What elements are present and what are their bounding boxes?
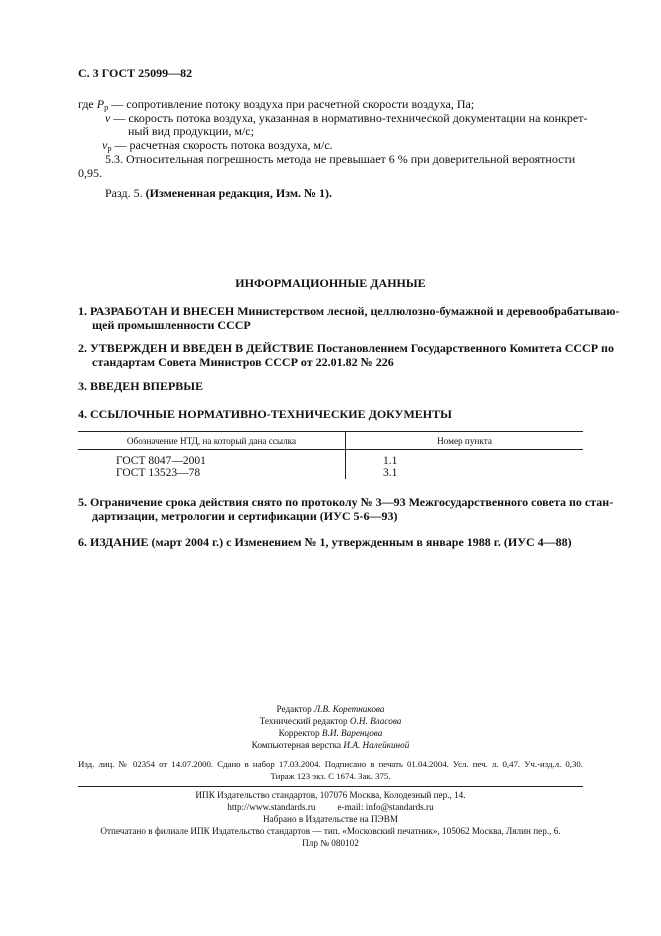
section-5-3-line2: 0,95. (78, 166, 102, 180)
amendment-note (105, 186, 332, 201)
note-pressure-text: — сопротивление потоку воздуха при расчетной скорости воздуха, Па; (108, 97, 475, 111)
publisher-address: ИПК Издательство стандартов, 107076 Москва, Колодезный пер., 14. (195, 790, 466, 800)
note-pressure (78, 97, 474, 112)
publisher-web-link[interactable]: http://www.standards.ru (227, 802, 316, 812)
note-design-velocity-text: — расчетная скорость потока воздуха, м/с. (111, 138, 333, 152)
table-row-1-doc: ГОСТ 8047—2001 (116, 455, 206, 467)
symbol-p: P (96, 97, 105, 111)
info-item-5-line2: дартизации, метрологии и сертификации (ИУС 5-6—93) (92, 509, 398, 523)
table-row-2-clause: 3.1 (383, 467, 398, 479)
symbol-vp: v (102, 138, 108, 152)
credit-corrector-name: В.И. Варенцова (321, 728, 383, 738)
note-prefix: где (78, 97, 97, 111)
publisher-license: Плр № 080102 (302, 838, 359, 848)
publisher-printed: Отпечатано в филиале ИПК Издательство стандартов — тип. «Московский печатник», 105062 Москва, Лялин пер., 6. (100, 826, 561, 836)
symbol-vp-sub: р (107, 144, 112, 153)
credit-corrector-label: Корректор (278, 728, 322, 738)
table-col1-header: Обозначение НТД, на который дана ссылка (126, 436, 297, 446)
page-header: С. 3 ГОСТ 25099—82 (78, 66, 193, 80)
info-item-1-line1: 1. РАЗРАБОТАН И ВНЕСЕН Министерством лесной, целлюлозно-бумажной и деревообрабатываю- (78, 304, 620, 318)
table-row-1-clause: 1.1 (383, 455, 398, 467)
amendment-text: (Измененная редакция, Изм. № 1). (145, 186, 333, 200)
print-info-line1: Изд. лиц. № 02354 от 14.07.2000. Сдано в набор 17.03.2004. Подписано в печать 01.04.2004. Усл. печ. л. 0,47. Уч.-изд.л. 0,30. (78, 759, 583, 769)
info-item-5-line1: 5. Ограничение срока действия снято по протоколу № 3—93 Межгосударственного совета по стан- (78, 495, 614, 509)
note-design-velocity (102, 138, 333, 153)
credit-tech-editor (78, 716, 583, 726)
table-header-rule (78, 449, 583, 450)
info-item-2-line2: стандартам Совета Министров СССР от 22.01.82 № 226 (92, 355, 394, 369)
note-velocity-cont: ный вид продукции, м/с; (128, 124, 254, 138)
credit-editor-name: Л.В. Коретникова (313, 704, 385, 714)
credit-layout-label: Компьютерная верстка (251, 740, 344, 750)
publisher-typeset: Набрано в Издательстве на ПЭВМ (262, 814, 399, 824)
credit-layout-name: И.А. Налейкиной (343, 740, 410, 750)
symbol-p-sub: р (104, 103, 109, 112)
info-item-1-line2: щей промышленности СССР (92, 318, 251, 332)
publisher-contacts (78, 802, 583, 812)
publisher-divider (78, 786, 583, 787)
info-item-2-line1: 2. УТВЕРЖДЕН И ВВЕДЕН В ДЕЙСТВИЕ Постановлением Государственного Комитета СССР по (78, 341, 614, 355)
credit-tech-name: О.Н. Власова (349, 716, 402, 726)
print-info-line2: Тираж 123 экз. С 1674. Зак. 375. (270, 771, 391, 781)
section-5-3-line1: 5.3. Относительная погрешность метода не превышает 6 % при доверительной вероятности (105, 152, 576, 166)
credit-corrector (78, 728, 583, 738)
info-item-6: 6. ИЗДАНИЕ (март 2004 г.) с Изменением № 1, утвержденным в январе 1988 г. (ИУС 4—88) (78, 535, 572, 549)
credit-layout (78, 740, 583, 750)
credit-tech-label: Технический редактор (259, 716, 350, 726)
publisher-email-link[interactable]: e-mail: info@standards.ru (337, 802, 434, 812)
symbol-v: v (105, 111, 111, 125)
credit-editor-label: Редактор (276, 704, 314, 714)
info-title: ИНФОРМАЦИОННЫЕ ДАННЫЕ (235, 276, 426, 290)
table-top-rule (78, 431, 583, 432)
table-row-2-doc: ГОСТ 13523—78 (116, 467, 201, 479)
credit-editor (78, 704, 583, 714)
note-velocity-text: — скорость потока воздуха, указанная в нормативно-технической документации на конкрет- (110, 111, 588, 125)
info-item-3: 3. ВВЕДЕН ВПЕРВЫЕ (78, 379, 204, 393)
amendment-prefix: Разд. 5. (105, 186, 146, 200)
info-item-4: 4. ССЫЛОЧНЫЕ НОРМАТИВНО-ТЕХНИЧЕСКИЕ ДОКУМЕНТЫ (78, 407, 452, 421)
table-col2-header: Номер пункта (437, 436, 492, 446)
